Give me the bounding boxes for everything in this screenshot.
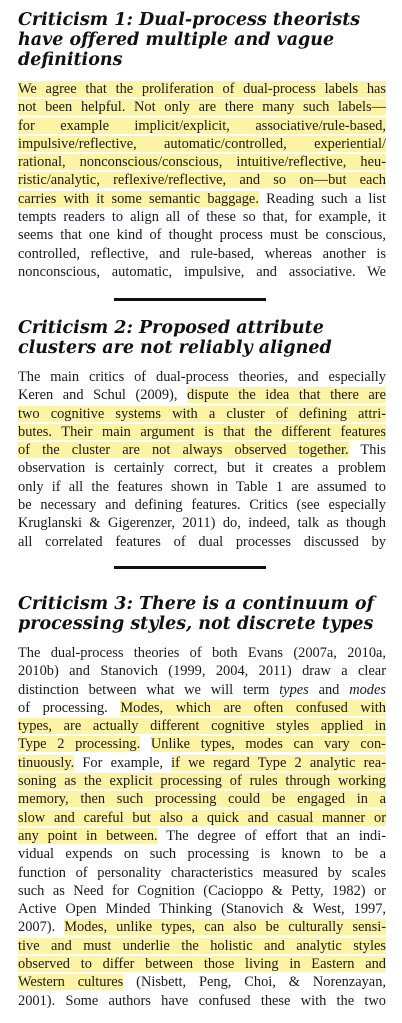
text-line [18,809,386,827]
text-span: nonconscious, automatic, impulsive, and associative. We [18,263,386,280]
section-divider [114,566,266,569]
highlighted-text: tinuously. [18,754,75,771]
text-span: For example, [74,754,172,771]
text-line [18,496,386,514]
highlighted-text: memory, then such processing could be engaged in a [18,791,386,808]
text-line [18,190,386,208]
criticism-2-paragraph [18,368,386,551]
text-line [18,226,386,244]
text-line [18,386,386,404]
text-line [18,918,386,936]
text-line [18,644,386,662]
highlighted-text: rational, nonconscious/conscious, intuitive/reflective, heu- [18,154,386,171]
text-line [18,864,386,882]
text-span: (Nisbett, Peng, Choi, & Norenzayan, [123,974,386,991]
text-span: The degree of effort that an indi- [157,827,386,844]
heading-line: Criticism 2: Proposed attribute [18,318,324,338]
text-line [18,514,386,532]
highlighted-text: carries with it some semantic baggage. [18,190,259,207]
text-line [18,135,386,153]
text-line [18,459,386,477]
text-span: only if all the features shown in Table 1 are assumed to [18,478,386,495]
text-span: and [308,681,350,698]
highlighted-text: Type 2 processing. [18,736,141,753]
text-line [18,478,386,496]
text-span: Active Open Minded Thinking (Stanovich & West, 1997, [18,901,386,918]
text-line [18,717,386,735]
highlighted-text: not been helpful. Not only are there many such labels— [18,99,386,116]
heading-line: Criticism 3: There is a continuum of [18,594,375,614]
highlighted-text: ristic/analytic, reflexive/reflective, and so on—but each [18,172,386,189]
criticism-3-heading [18,594,388,634]
highlighted-text: Western cultures [18,974,124,991]
text-span: distinction between what we will term [18,681,280,698]
text-span [140,736,151,752]
highlighted-text: for example implicit/explicit, associative/rule-based, [18,117,386,134]
criticism-2-heading [18,318,388,358]
highlighted-text: soning as the explicit processing of rules through working [18,773,386,790]
text-span: function of personality characteristics measured by scales [18,864,386,881]
text-span: Kruglanski & Gigerenzer, 2011) do, indeed, talk as though [18,515,386,532]
text-line [18,900,386,918]
emphasized-term: types [279,681,309,698]
text-span: 2007). [18,919,65,936]
highlighted-text: butes. Their main argument is that the different features [18,423,386,440]
text-line [18,263,386,281]
text-span: tempts readers to align all of these so that, for example, it [18,209,386,226]
text-line [18,171,386,189]
text-line [18,992,386,1010]
highlighted-text: types, are actually different cognitive styles applied in [18,718,386,735]
highlighted-text: Modes, which are often confused with [120,699,386,716]
text-line [18,153,386,171]
text-span: such as Need for Cognition (Cacioppo & Petty, 1982) or [18,882,386,899]
text-line [18,423,386,441]
criticism-1-paragraph [18,80,386,281]
emphasized-term: modes [349,681,386,698]
text-line [18,681,386,699]
heading-line: have offered multiple and vague [18,30,335,50]
text-span: of processing. [18,699,121,716]
text-line [18,937,386,955]
text-line [18,754,386,772]
text-span: be necessary and defining features. Critics (see especially [18,497,386,514]
text-line [18,245,386,263]
highlighted-text: We agree that the proliferation of dual-process labels has [18,81,386,97]
text-line [18,790,386,808]
text-line [18,368,386,386]
text-span: vidual expends on such processing is known to be a [18,846,386,863]
text-span: This [348,442,386,459]
highlighted-text: dispute the idea that there are [187,387,386,404]
text-span: The dual-process theories of both Evans (2007a, 2010a, [18,645,386,661]
highlighted-text: if we regard Type 2 analytic rea- [171,754,386,771]
highlighted-text: impulsive/reflective, automatic/controlled, experiential/ [18,135,386,152]
section-divider [114,298,266,301]
highlighted-text: two cognitive systems with a cluster of defining attri- [18,405,386,422]
text-span: Keren and Schul (2009), [18,387,188,404]
text-span: 2010b) and Stanovich (1999, 2004, 2011) draw a clear [18,663,386,680]
highlighted-text: observed to differ between those living in Eastern and [18,956,386,973]
text-span: Reading such a list [258,190,386,207]
highlighted-text: any point in between. [18,827,158,844]
text-span: The main critics of dual-process theories, and especially [18,369,386,385]
criticism-3-paragraph [18,644,386,1010]
heading-line: clusters are not reliably aligned [18,338,332,358]
heading-line: Criticism 1: Dual-process theorists [18,10,361,30]
highlighted-text: Modes, unlike types, can also be culturally sensi- [64,919,386,936]
heading-line: processing styles, not discrete types [18,614,374,634]
heading-line: definitions [18,50,123,70]
text-line [18,80,386,98]
text-line [18,699,386,717]
text-line [18,973,386,991]
text-line [18,208,386,226]
highlighted-text: tive and must underlie the holistic and analytic styles [18,937,386,954]
text-span: controlled, reflective, and rule-based, whereas another is [18,245,386,262]
text-span: all correlated features of dual processes discussed by [18,533,386,550]
text-line [18,735,386,753]
text-line [18,882,386,900]
text-span: observation is certainly correct, but it creates a problem [18,460,386,477]
highlighted-text: Unlike types, modes can vary con- [150,736,386,753]
text-line [18,772,386,790]
text-span: 2001). Some authors have confused these with the two [18,992,386,1009]
text-line [18,955,386,973]
highlighted-text: of the cluster are not always observed together. [18,442,349,459]
text-line [18,662,386,680]
highlighted-text: slow and careful but also a quick and casual manner or [18,809,386,826]
text-line [18,98,386,116]
text-line [18,827,386,845]
criticism-1-heading [18,10,388,70]
text-line [18,845,386,863]
text-line [18,441,386,459]
text-line [18,405,386,423]
text-span: seems that one kind of thought process must be conscious, [18,227,386,244]
text-line [18,533,386,551]
text-line [18,117,386,135]
